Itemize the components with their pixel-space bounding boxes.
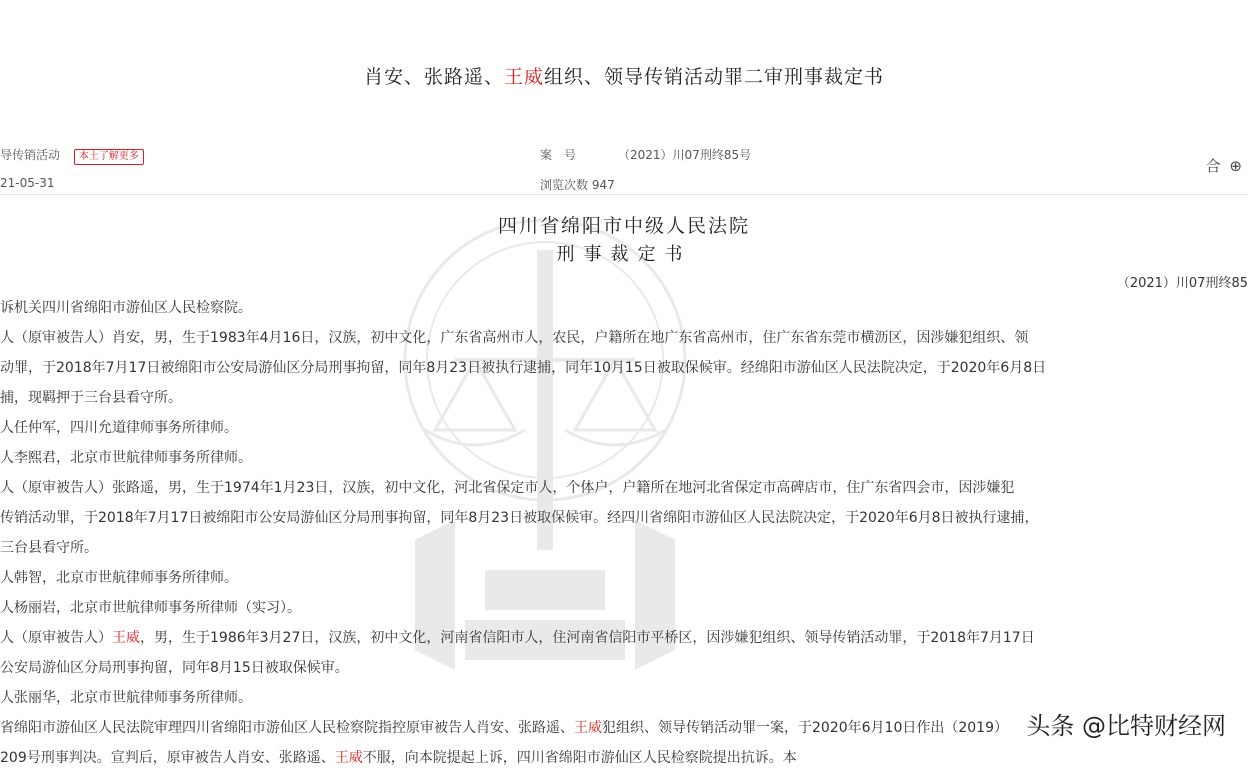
body-line: 人（原审被告人）张路遥，男，生于1974年1月23日，汉族，初中文化，河北省保定市人，个体户，户籍所在地河北省保定市高碑店市，住广东省四会市，因涉嫌犯 — [0, 480, 1015, 496]
title-highlight-name: 王威 — [503, 66, 544, 88]
judgment-date: 21-05-31 — [0, 176, 55, 190]
body-line: 公安局游仙区分局刑事拘留，同年8月15日被取保候审。 — [0, 660, 349, 676]
case-number-value: （2021）川07刑终85号 — [618, 148, 752, 162]
share-icon[interactable]: 合 ⊕ — [1205, 157, 1244, 175]
body-line: 人（原审被告人）肖安，男，生于1983年4月16日，汉族，初中文化，广东省高州市人，农民，户籍所在地广东省高州市，住广东省东莞市横沥区，因涉嫌犯组织、领 — [0, 330, 1029, 346]
body-line: 动罪，于2018年7月17日被绵阳市公安局游仙区分局刑事拘留，同年8月23日被执行逮捕，同年10月15日被取保候审。经绵阳市游仙区人民法院决定，于2020年6月8日 — [0, 360, 1047, 376]
divider — [0, 194, 1248, 195]
body-line: 人（原审被告人）王威，男，生于1986年3月27日，汉族，初中文化，河南省信阳市人，住河南省信阳市平桥区，因涉嫌犯组织、领导传销活动罪，于2018年7月17日 — [0, 630, 1035, 646]
court-name: 四川省绵阳市中级人民法院 — [497, 215, 750, 237]
case-number-row — [540, 146, 751, 163]
title-part-1: 肖安、张路遥、 — [363, 66, 504, 88]
body-line: 人杨丽岩，北京市世航律师事务所律师（实习）。 — [0, 600, 301, 616]
body-line: 人张丽华，北京市世航律师事务所律师。 — [0, 690, 252, 706]
ruling-body — [0, 293, 1248, 773]
body-line: 209号刑事判决。宣判后，原审被告人肖安、张路遥、王威不服，向本院提起上诉，四川省绵阳市游仙区人民检察院提出抗诉。本 — [0, 750, 797, 766]
case-number-label: 案 号 — [540, 148, 577, 162]
cause-label[interactable]: 导传销活动 — [0, 148, 61, 162]
title-part-2: 组织、领导传销活动罪二审刑事裁定书 — [544, 66, 885, 88]
cause-row — [0, 146, 144, 165]
body-line: 省绵阳市游仙区人民法院审理四川省绵阳市游仙区人民检察院指控原审被告人肖安、张路遥、王威犯组织、领导传销活动罪一案，于2020年6月10日作出（2019） — [0, 720, 1008, 736]
watermark: 头条 @比特财经网 — [1026, 712, 1226, 740]
page-title — [0, 62, 1248, 89]
body-line: 诉机关四川省绵阳市游仙区人民检察院。 — [0, 300, 252, 316]
body-line: 人李熙君，北京市世航律师事务所律师。 — [0, 450, 252, 466]
document-case-number: （2021）川07刑终85 — [1116, 276, 1248, 291]
view-count: 浏览次数 947 — [540, 178, 615, 192]
body-line: 捕，现羁押于三台县看守所。 — [0, 390, 182, 406]
learn-more-tag[interactable]: 本土了解更多 — [74, 149, 144, 165]
document-type: 刑事裁定书 — [556, 244, 692, 265]
body-line: 传销活动罪，于2018年7月17日被绵阳市公安局游仙区分局刑事拘留，同年8月23日被取保候审。经四川省绵阳市游仙区人民法院决定，于2020年6月8日被执行逮捕， — [0, 510, 1039, 526]
body-line: 人任仲军，四川允道律师事务所律师。 — [0, 420, 238, 436]
title-bar — [0, 0, 1248, 150]
body-line: 人韩智，北京市世航律师事务所律师。 — [0, 570, 238, 586]
body-line: 三台县看守所。 — [0, 540, 98, 556]
